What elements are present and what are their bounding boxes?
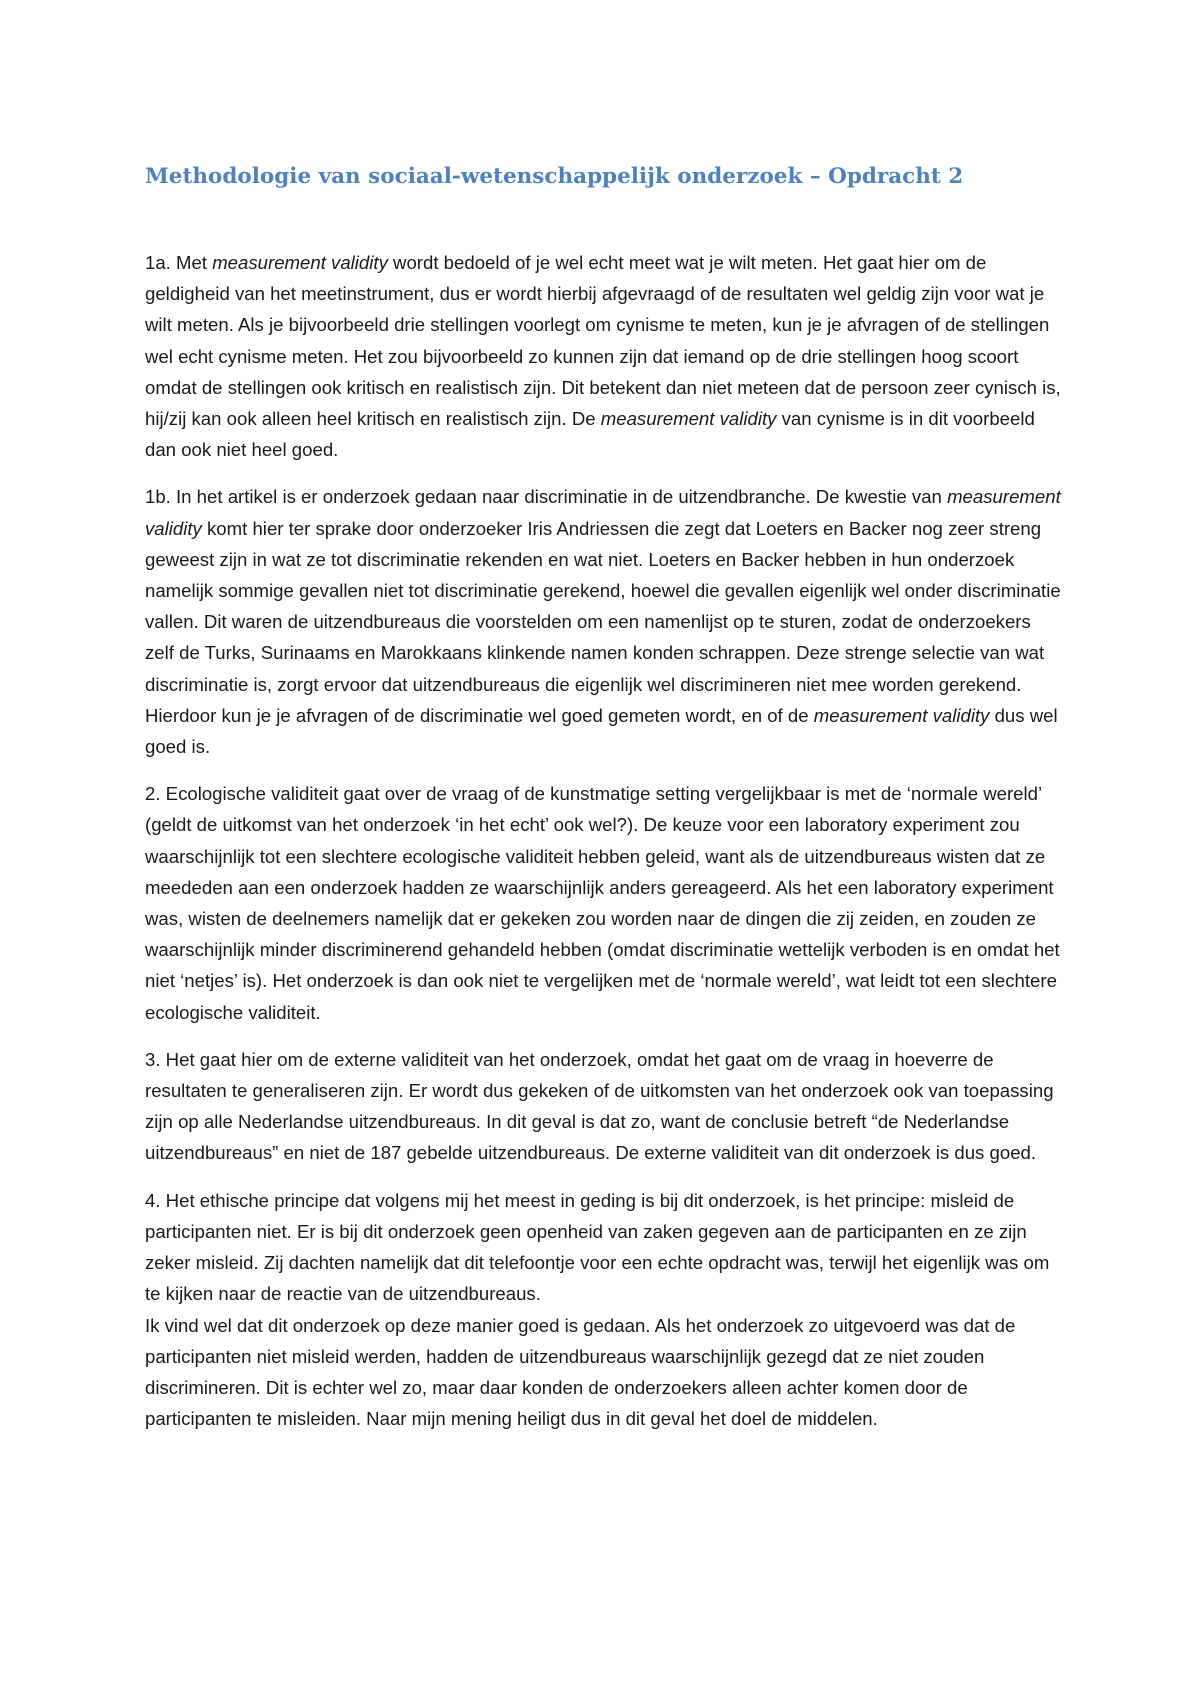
text-run: van cynisme is in dit voorbeeld dan ook niet heel goed. (145, 408, 1035, 461)
italic-term: measurement validity (600, 408, 777, 430)
paragraph-4 (145, 1185, 1061, 1310)
text-run: komt hier ter sprake door onderzoeker Iris Andriessen die zegt dat Loeters en Backer nog zeer streng geweest zijn in wat ze tot discriminatie rekenden en wat niet. Loeters en Backer hebben in hun onderzoek namelijk sommige gevallen niet tot discriminatie gerekend, hoewel die gevallen eigenlijk wel onder discriminatie vallen. Dit waren de uitzendbureaus die voorstelden om een namenlijst op te sturen, zodat de onderzoekers zelf de Turks, Surinaams en Marokkaans klinkende namen konden schrappen. Deze strenge selectie van wat discriminatie is, zorgt ervoor dat uitzendbureaus die eigenlijk wel discrimineren niet mee worden gerekend. Hierdoor kun je je afvragen of de discriminatie wel goed gemeten wordt, en of de (145, 517, 1061, 726)
paragraph-4-continued (145, 1310, 1061, 1435)
text-run: 3. Het gaat hier om de externe validiteit van het onderzoek, omdat het gaat om de vraag in hoeverre de resultaten te generaliseren zijn. Er wordt dus gekeken of de uitkomsten van het onderzoek ook van toepassing zijn op alle Nederlandse uitzendbureaus. In dit geval is dat zo, want de conclusie betreft “de Nederlandse uitzendbureaus” en niet de 187 gebelde uitzendbureaus. De externe validiteit van dit onderzoek is dus goed. (145, 1048, 1054, 1164)
paragraph-2 (145, 778, 1061, 1028)
text-run: 2. Ecologische validiteit gaat over de vraag of de kunstmatige setting vergelijkbaar is met de ‘normale wereld’ (geldt de uitkomst van het onderzoek ‘in het echt’ ook wel?). De keuze voor een laboratory experiment zou waarschijnlijk tot een slechtere ecologische validiteit hebben geleid, want als de uitzendbureaus wisten dat ze meededen aan een onderzoek hadden ze waarschijnlijk anders gereageerd. Als het een laboratory experiment was, wisten de deelnemers namelijk dat er gekeken zou worden naar de dingen die zij zeiden, en zouden ze waarschijnlijk minder discriminerend gehandeld hebben (omdat discriminatie wettelijk verboden is en omdat het niet ‘netjes’ is). Het onderzoek is dan ook niet te vergelijken met de ‘normale wereld’, wat leidt tot een slechtere ecologische validiteit. (145, 783, 1060, 1023)
paragraph-1a (145, 247, 1061, 465)
italic-term: measurement validity (145, 486, 1061, 539)
paragraph-3 (145, 1044, 1061, 1169)
document-body (145, 247, 1061, 1434)
text-run: wordt bedoeld of je wel echt meet wat je wilt meten. Het gaat hier om de geldigheid van het meetinstrument, dus er wordt hierbij afgevraagd of de resultaten wel geldig zijn voor wat je wilt meten. Als je bijvoorbeeld drie stellingen voorlegt om cynisme te meten, kun je je afvragen of de stellingen wel echt cynisme meten. Het zou bijvoorbeeld zo kunnen zijn dat iemand op de drie stellingen hoog scoort omdat de stellingen ook kritisch en realistisch zijn. Dit betekent dan niet meteen dat de persoon zeer cynisch is, hij/zij kan ook alleen heel kritisch en realistisch zijn. De (145, 252, 1061, 430)
document-title: Methodologie van sociaal-wetenschappelijk onderzoek – Opdracht 2 (145, 164, 964, 189)
text-run: 1b. In het artikel is er onderzoek gedaan naar discriminatie in de uitzendbranche. De kwestie van (145, 486, 948, 508)
italic-term: measurement validity (212, 252, 388, 273)
text-run: Ik vind wel dat dit onderzoek op deze manier goed is gedaan. Als het onderzoek zo uitgevoerd was dat de participanten niet misleid werden, hadden de uitzendbureaus waarschijnlijk gezegd dat ze niet zouden discrimineren. Dit is echter wel zo, maar daar konden de onderzoekers alleen achter komen door de participanten te misleiden. Naar mijn mening heiligt dus in dit geval het doel de middelen. (145, 1314, 1016, 1430)
text-run: 4. Het ethische principe dat volgens mij het meest in geding is bij dit onderzoek, is het principe: misleid de participanten niet. Er is bij dit onderzoek geen openheid van zaken gegeven aan de participanten en ze zijn zeker misleid. Zij dachten namelijk dat dit telefoontje voor een echte opdracht was, terwijl het eigenlijk was om te kijken naar de reactie van de uitzendbureaus. (145, 1189, 1050, 1305)
italic-term: measurement validity (813, 704, 990, 726)
text-run: dus wel goed is. (145, 704, 1058, 758)
paragraph-1b (145, 481, 1061, 762)
text-run: 1a. Met (145, 252, 213, 273)
